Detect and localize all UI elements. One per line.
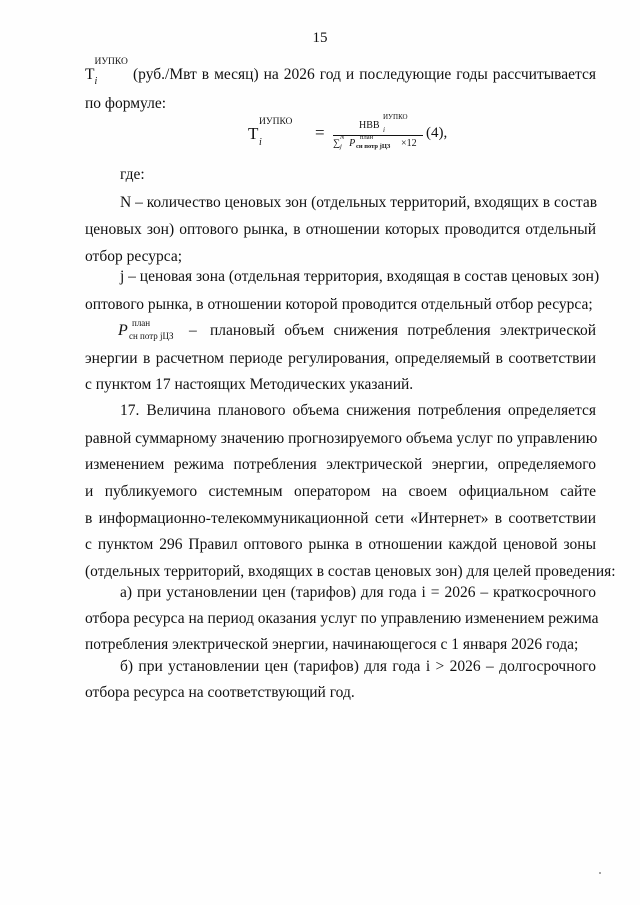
p-sup: план bbox=[132, 318, 151, 328]
p-def-line-1: плановый объем снижения потребления электрической bbox=[210, 322, 596, 339]
j-def-line-2: оптового рынка, в отношении которой проводится отдельный отбор ресурса; bbox=[85, 296, 593, 313]
formula-numerator bbox=[359, 113, 408, 134]
formula-4 bbox=[248, 112, 448, 162]
tariff-sub: i bbox=[94, 76, 98, 87]
p-letter: P bbox=[118, 322, 128, 339]
den-P-sub: сн потр jЦЗ bbox=[356, 143, 391, 150]
den-P: P bbox=[349, 138, 356, 149]
p-dash: – bbox=[189, 322, 197, 339]
para17-line-5: в информационно-телекоммуникационной сети «Интернет» в соответствии bbox=[85, 510, 596, 527]
page-number: 15 bbox=[312, 30, 328, 46]
intro-line-2: по формуле: bbox=[85, 95, 167, 112]
formula-equals: = bbox=[315, 123, 325, 142]
para17-line-6: с пунктом 296 Правил оптового рынка в отношении каждой ценовой зоны bbox=[85, 536, 596, 553]
formula-lhs-sub: i bbox=[259, 137, 262, 148]
den-P-sup: план bbox=[360, 134, 374, 141]
tariff-letter: Т bbox=[85, 66, 95, 83]
n-def-line-1: N – количество ценовых зон (отдельных территорий, входящих в состав bbox=[120, 194, 598, 211]
item-b-line-2: отбора ресурса на соответствующий год. bbox=[85, 684, 355, 701]
p-def-line-2: энергии в расчетном периоде регулирования, определяемый в соответствии bbox=[85, 350, 596, 367]
numerator-text: НВВ bbox=[359, 120, 380, 131]
tariff-sup: ИУПКО bbox=[94, 57, 128, 67]
formula-lhs-sup: ИУПКО bbox=[259, 117, 293, 127]
sum-lower: j bbox=[340, 143, 342, 150]
numerator-sub: i bbox=[383, 126, 385, 134]
item-a-line-3: потребления электрической энергии, начинающегося с 1 января 2026 года; bbox=[85, 636, 579, 653]
formula-lhs bbox=[248, 117, 293, 148]
intro-line-1: (руб./Мвт в месяц) на 2026 год и последующие годы рассчитывается bbox=[133, 66, 596, 83]
para17-line-2: равной суммарному значению прогнозируемого объема услуг по управлению bbox=[85, 430, 598, 447]
where-label: где: bbox=[120, 166, 145, 183]
numerator-sup: ИУПКО bbox=[383, 113, 408, 121]
sum-symbol: ∑ bbox=[333, 138, 341, 149]
p-sub: сн потр jЦЗ bbox=[129, 331, 174, 341]
para17-line-7: (отдельных территорий, входящих в состав ценовых зон) для целей проведения: bbox=[85, 563, 616, 580]
sum-upper: N bbox=[340, 134, 345, 141]
para17-line-1: 17. Величина планового объема снижения потребления определяется bbox=[120, 402, 596, 419]
formula-lhs-T: Т bbox=[248, 124, 259, 143]
p-symbol bbox=[118, 318, 197, 341]
formula-denominator bbox=[333, 134, 417, 150]
tariff-symbol bbox=[85, 57, 128, 87]
p-def-line-3: с пунктом 17 настоящих Методических указаний. bbox=[85, 376, 414, 393]
item-a-line-2: отбора ресурса на период оказания услуг по управлению изменением режима bbox=[85, 610, 599, 627]
j-def-line-1: j – ценовая зона (отдельная территория, входящая в состав ценовых зон) bbox=[120, 268, 600, 285]
den-mult: ×12 bbox=[401, 138, 417, 149]
item-b-line-1: б) при установлении цен (тарифов) для года i > 2026 – долгосрочного bbox=[120, 658, 596, 675]
para17-line-4: и публикуемого системным оператором на своем официальном сайте bbox=[85, 483, 596, 500]
n-def-line-2: ценовых зон) оптового рынка, в отношении которых проводится отдельный bbox=[85, 221, 596, 238]
scan-speck bbox=[599, 872, 601, 874]
formula-number: (4), bbox=[426, 125, 448, 141]
para17-line-3: изменением режима потребления электрической энергии, определяемого bbox=[85, 456, 596, 473]
fraction-line bbox=[333, 135, 423, 136]
n-def-line-3: отбор ресурса; bbox=[85, 248, 183, 265]
item-a-line-1: а) при установлении цен (тарифов) для года i = 2026 – краткосрочного bbox=[120, 584, 596, 601]
